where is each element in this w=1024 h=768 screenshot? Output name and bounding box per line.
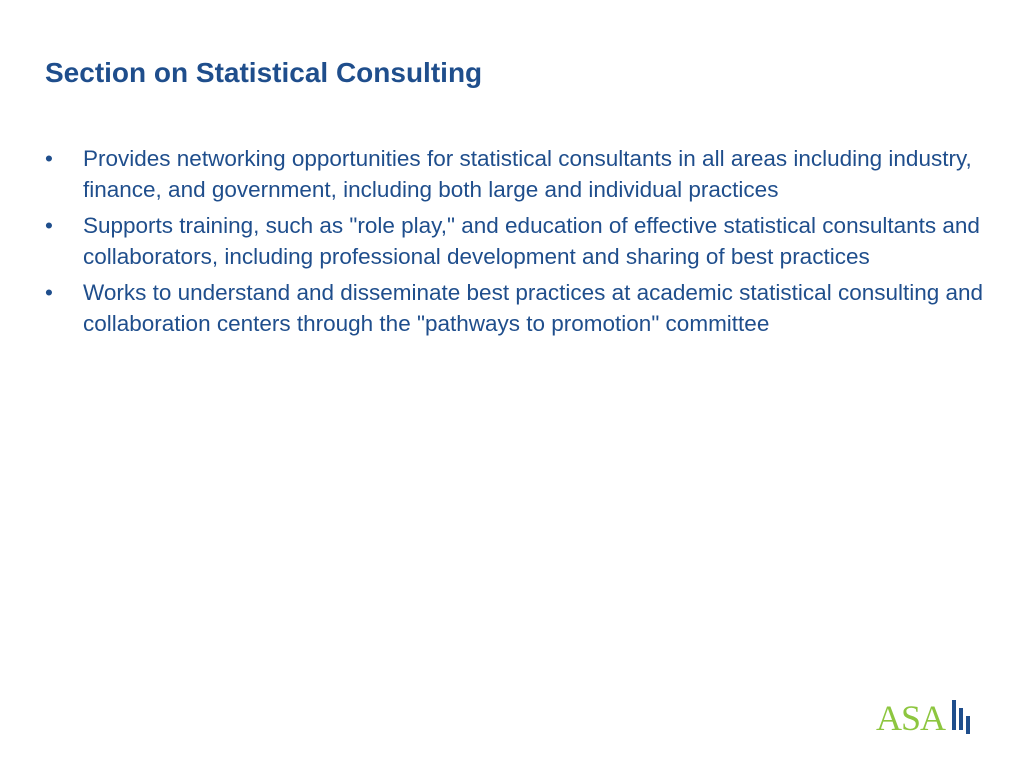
bullet-item [45, 277, 990, 339]
bullet-text: Supports training, such as "role play," and education of effective statistical consultants and collaborators, including professional development and sharing of best practices [83, 213, 980, 269]
bullet-text: Works to understand and disseminate best practices at academic statistical consulting and collaboration centers through the "pathways to promotion" committee [83, 280, 984, 336]
bullet-text: Provides networking opportunities for statistical consultants in all areas including industry, finance, and government, including both large and individual practices [83, 146, 972, 202]
asa-logo [876, 696, 976, 740]
bullet-list [45, 143, 990, 344]
asa-bars-icon [950, 700, 976, 734]
asa-logo-text: ASA [876, 698, 946, 738]
bullet-icon: • [45, 213, 53, 238]
bullet-icon: • [45, 146, 53, 171]
bullet-icon: • [45, 280, 53, 305]
slide-title: Section on Statistical Consulting [45, 57, 483, 88]
bullet-item [45, 210, 990, 272]
bullet-item [45, 143, 990, 205]
